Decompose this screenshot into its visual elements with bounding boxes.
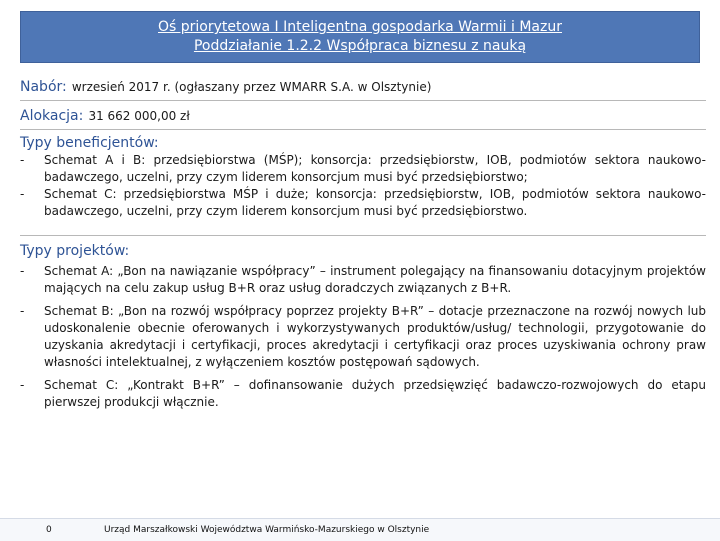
list-item (20, 186, 706, 220)
list-item (20, 303, 706, 371)
footer (0, 518, 720, 541)
title-line-1: Oś priorytetowa I Inteligentna gospodarka Warmii i Mazur (158, 19, 562, 35)
projekty-heading: Typy projektów: (20, 243, 130, 259)
bullet-dash: - (20, 153, 25, 167)
beneficjenci-heading: Typy beneficjentów: (20, 135, 159, 151)
projekty-list (20, 263, 706, 411)
footer-organization: Urząd Marszałkowski Województwa Warmińsko-Mazurskiego w Olsztynie (104, 525, 430, 535)
list-item-text: Schemat B: „Bon na rozwój współpracy poprzez projekty B+R” – dotacje przeznaczone na rozwój nowych lub udoskonalenie obecnie oferowanych i wykorzystywanych produktów/usług/ technologii, przygotowanie do uzyskania akredytacji i certyfikacji, proces akredytacji i certyfikacji oraz proces uzyskiwania ochrony praw własności intelektualnej, z wyłączeniem kosztów postępowań sądowych. (44, 304, 706, 369)
nabor-label: Nabór: (20, 79, 67, 95)
page-number: 0 (46, 525, 52, 535)
list-item (20, 152, 706, 186)
list-item-text: Schemat C: „Kontrakt B+R” – dofinansowanie dużych przedsięwzięć badawczo-rozwojowych do etapu pierwszej produkcji włącznie. (44, 378, 706, 409)
nabor-section (20, 76, 706, 101)
bullet-dash: - (20, 378, 25, 392)
nabor-value: wrzesień 2017 r. (ogłaszany przez WMARR S.A. w Olsztynie) (71, 80, 432, 94)
list-item-text: Schemat C: przedsiębiorstwa MŚP i duże; konsorcja: przedsiębiorstw, IOB, podmiotów sektora naukowo-badawczego, uczelni, przy czym liderem konsorcjum musi być przedsiębiorstwo. (44, 187, 706, 218)
bullet-dash: - (20, 187, 25, 201)
alokacja-section (20, 105, 706, 130)
list-item (20, 263, 706, 297)
list-item-text: Schemat A i B: przedsiębiorstwa (MŚP); konsorcja: przedsiębiorstw, IOB, podmiotów sektora naukowo-badawczego, uczelni, przy czym liderem konsorcjum musi być przedsiębiorstwo; (44, 153, 706, 184)
alokacja-value: 31 662 000,00 zł (88, 109, 190, 123)
bullet-dash: - (20, 304, 25, 318)
projekty-section (20, 243, 706, 439)
alokacja-label: Alokacja: (20, 108, 84, 124)
title-banner (20, 11, 700, 63)
title-line-2: Poddziałanie 1.2.2 Współpraca biznesu z nauką (193, 38, 527, 54)
list-item (20, 377, 706, 411)
beneficjenci-list (20, 152, 706, 220)
bullet-dash: - (20, 264, 25, 278)
list-item-text: Schemat A: „Bon na nawiązanie współpracy” – instrument polegający na finansowaniu dotacyjnym projektów mających na celu zakup usług B+R oraz usług doradczych związanych z B+R. (44, 264, 706, 295)
beneficjenci-section (20, 135, 706, 236)
